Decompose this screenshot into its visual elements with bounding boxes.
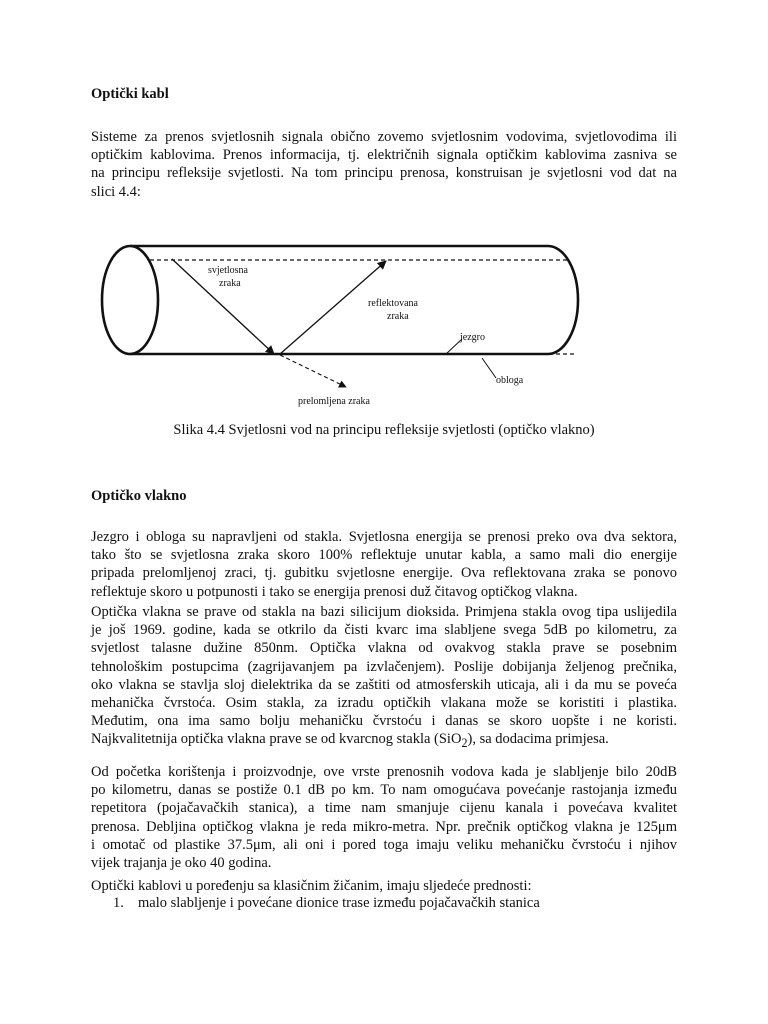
cylinder-end-face [102,246,158,354]
paragraph-line: optičkim kablovima. Prenos informacija, tj. električnih signala optičkim kablovima zasniva se [91,147,677,164]
advantages-list [113,895,540,912]
formula-line-end: ), sa dodacima primjesa. [467,731,609,748]
paragraph-line: tako što se svjetlosna zraka skoro 100% reflektuje unutar kabla, a samo mali dio energije [91,547,677,564]
paragraph-4: Optički kablovi u poređenju sa klasičnim žičanim, imaju sljedeće prednosti: [91,878,532,894]
cylinder-outline [130,246,578,354]
label-core: jezgro [460,332,485,343]
paragraph-line: Sisteme za prenos svjetlosnih signala obično zovemo svjetlosnim vodovima, svjetlovodima ili [91,129,677,145]
label-reflected-ray-1: reflektovana [368,298,418,309]
paragraph-1 [91,528,677,601]
paragraph-line: po kilometru, danas se postiže 0.1 dB po km. To nam omogućava povećanje rastojanja između [91,782,677,799]
section-title-opticki-kabl: Optički kabl [91,86,169,102]
label-cladding: obloga [496,375,524,386]
paragraph-line: mehanička čvrstoća. Osim stakla, za izradu optičkih vlakana može se koristiti i plastika. [91,695,677,712]
paragraph-line: slici 4.4: [91,183,141,200]
list-item-number: 1. [113,895,124,911]
label-incident-ray-2: zraka [219,278,241,289]
paragraph-line: repetitora (pojačavačkih stanica), a time nam smanjuje cijenu kanala i povećava kvalitet [91,800,677,817]
paragraph-2 [91,603,677,753]
paragraph-line: i omotač od plastike 37.5μm, ali oni i pored toga imaju veliku mehaničku čvrstoću i njihov [91,836,677,853]
refracted-ray [280,355,346,387]
formula-subscript: 2 [461,736,468,751]
label-reflected-ray-2: zraka [387,311,409,322]
paragraph-line: je još 1969. godine, kada se otkrilo da čisti kvarc ima slabljene svega 5dB po kilometru, za [91,622,677,639]
cladding-pointer [482,358,496,378]
paragraph-line: Međutim, ona ima samo bolju mehaničku čvrstoću i danas se skoro uopšte i ne koristi. [91,713,677,730]
paragraph-line: prenosa. Debljina optičkog vlakna je reda mikro-metra. Npr. prečnik optičkog vlakna je 125μm [91,818,677,835]
paragraph-line: tehnološkim postupcima (zagrijavanjem pa izvlačenjem). Poslije dobijanja željenog prečnika, [91,658,677,675]
optical-fiber-diagram [100,236,590,416]
list-item [113,895,540,912]
list-item-text: malo slabljenje i povećane dionice trase između pojačavačkih stanica [138,895,540,911]
section-title-opticko-vlakno: Optičko vlakno [91,488,187,504]
paragraph-line: vijek trajanja je oko 40 godina. [91,855,272,872]
paragraph-line: Jezgro i obloga su napravljeni od stakla. Svjetlosna energija se prenosi preko ova dva sektora, [91,529,677,545]
label-incident-ray-1: svjetlosna [208,265,248,276]
intro-paragraph [91,128,677,201]
paragraph-line-with-formula [91,730,677,752]
paragraph-line: svjetlost talasne dužine 850nm. Optička vlakna od ovakvog stakla prave se posebnim [91,640,677,657]
label-refracted-ray: prelomljena zraka [298,396,370,407]
paragraph-line: reflektuje skoro u potpunosti i tako se energija prenosi duž čitavog optičkog vlakna. [91,583,578,600]
formula-line-start: Najkvalitetnija optička vlakna prave se od kvarcnog stakla (SiO [91,731,462,748]
paragraph-line: na principu refleksije svjetlosti. Na tom principu prenosa, konstruisan je svjetlosni vod dat na [91,165,677,182]
paragraph-line: oko vlakna se stavlja sloj dielektrika da se zaštiti od atmosferskih uticaja, ali i da mu se poveća [91,676,677,693]
paragraph-line: Optička vlakna se prave od stakla na bazi silicijum dioksida. Primjena stakla ovog tipa uslijedila [91,604,677,620]
paragraph-3 [91,763,677,872]
paragraph-line: pripada prelomljenoj zraci, tj. gubitku svjetlosne energije. Ova reflektovana zraka se ponovo [91,565,677,582]
paragraph-line: Od početka korištenja i proizvodnje, ove vrste prenosnih vodova kada je slabljenje bilo 20dB [91,764,677,780]
figure-caption: Slika 4.4 Svjetlosni vod na principu refleksije svjetlosti (optičko vlakno) [173,422,595,438]
